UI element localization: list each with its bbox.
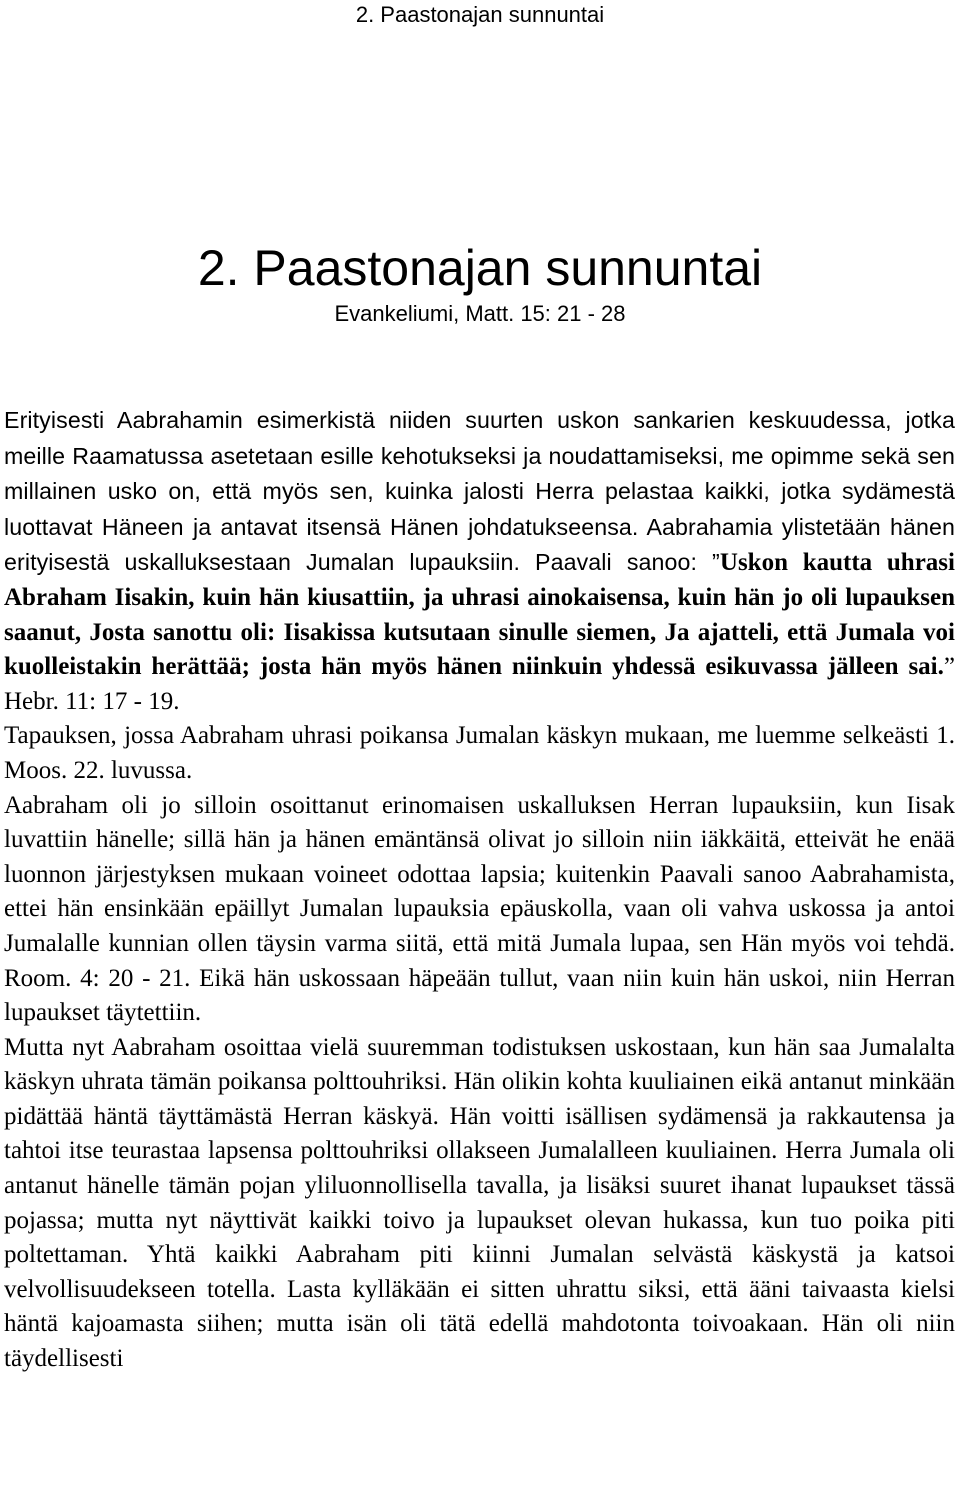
paragraph-1-text: Erityisesti Aabrahamin esimerkistä niiden suurten uskon sankarien keskuudessa, jotka meille Raamatussa asetetaan esille kehotukseksi ja noudattamiseksi, me opimme sekä sen millainen usko on, että myös sen, kuinka jalosti Herra pelastaa kaikki, jotka sydämestä luottavat Häneen ja antavat itsensä Hänen johdatukseensa. Aabrahamia ylistetään hänen erityisestä uskalluksestaan Jumalan lupauksiin. xyxy=(4,407,955,576)
paragraph-2: Tapauksen, jossa Aabraham uhrasi poikansa Jumalan käskyn mukaan, me luemme selkeästi 1. Moos. 22. luvussa. xyxy=(4,722,955,784)
page-title: 2. Paastonajan sunnuntai xyxy=(197,240,763,296)
paragraph-1-lead-in: Paavali sanoo: ” xyxy=(520,549,720,576)
hebrews-quote: Uskon kautta uhrasi Abraham Iisakin, kuin hän kiusattiin, ja uhrasi ainokaisensa, kuin hän jo oli lupauksen saanut, Josta sanottu oli: Iisakissa kutsutaan sinulle siemen, Ja ajatteli, että Jumala voi kuolleistakin herättää; josta hän myös hänen niinkuin yhdessä esikuvassa jälleen sai. xyxy=(4,549,955,681)
paragraph-3: Aabraham oli jo silloin osoittanut erinomaisen uskalluksen Herran lupauksiin, kun Iisak luvattiin hänelle; sillä hän ja hänen emäntänsä olivat jo silloin niin iäkkäitä, etteivät he enää luonnon järjestyksen mukaan voineet odottaa lapsia; kuitenkin Paavali sanoo Aabrahamista, ettei hän ensinkään epäillyt Jumalan lupauksia epäuskolla, vaan oli vahva uskossa ja antoi Jumalalle kunnian ollen täysin varma siitä, että mitä Jumala lupaa, sen Hän myös voi tehdä. Room. 4: 20 - 21. Eikä hän uskossaan häpeään tullut, vaan niin kuin hän uskoi, niin Herran lupaukset täytettiin. xyxy=(4,791,955,1027)
paragraph-4: Mutta nyt Aabraham osoittaa vielä suuremman todistuksen uskostaan, kun hän saa Jumalalta käskyn uhrata tämän poikansa polttouhriksi. Hän olikin kohta kuuliainen eikä antanut minkään pidättää häntä täyttämästä Herran käskyä. Hän voitti isällisen sydämensä ja rakkautensa ja tahtoi itse teurastaa lapsensa polttouhriksi ollakseen Jumalalleen kuuliainen. Herra Jumala oli antanut hänelle tämän pojan yliluonnollisella tavalla, ja lisäksi suuret ihanat lupaukset tässä pojassa; mutta nyt näyttivät kaikki toivo ja lupaukset olevan hukassa, kun tuo poika piti poltettaman. Yhtä kaikki Aabraham piti kiinni Jumalan selvästä käskystä ja katsoi velvollisuudekseen totella. Lasta kylläkään ei sitten uhrattu siksi, että ääni taivaasta kielsi häntä kajoamasta siihen; mutta isän oli tätä edellä mahdotonta toivoakaan. Hän oli niin täydellisesti xyxy=(4,1033,955,1373)
page-subtitle: Evankeliumi, Matt. 15: 21 - 28 xyxy=(334,301,626,326)
paragraph-1 xyxy=(4,403,955,719)
running-header: 2. Paastonajan sunnuntai xyxy=(355,2,605,27)
body-text xyxy=(4,403,955,1377)
hebrews-reference: ” Hebr. 11: 17 - 19. xyxy=(4,653,955,715)
